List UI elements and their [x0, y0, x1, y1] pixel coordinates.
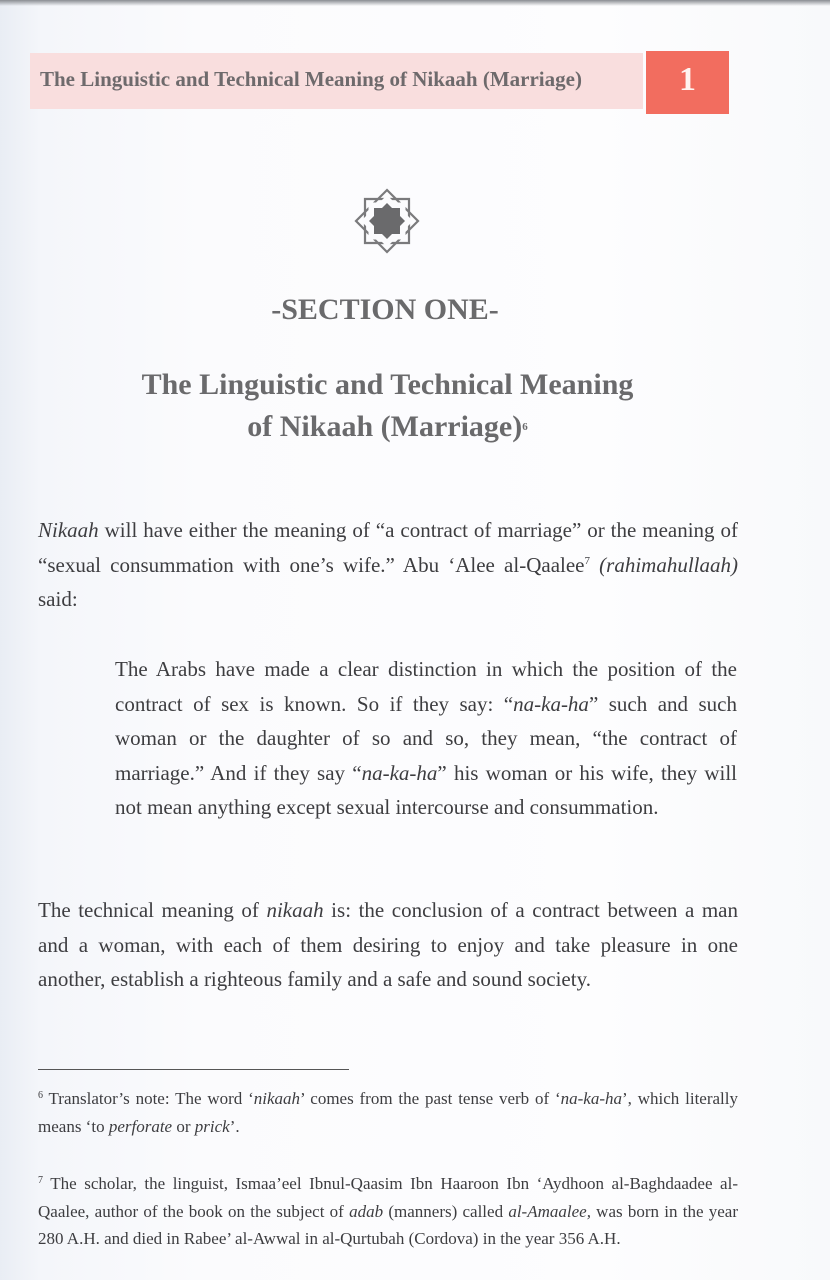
chapter-number-badge — [646, 51, 729, 114]
footnote-divider — [38, 1069, 349, 1070]
footnote-7: $^7$ The scholar, the linguist, Ismaa’eel Ibnul-Qaasim Ibn Haaroon Ibn ‘Aydhoon al-Baghdaadee al-Qaalee, author of the book on the subject of adab (manners) called al-Amaalee, was born in the year 280 A.H. and died in Rabee’ al-Awwal in al-Qurtubah (Cordova) in the year 356 A.H. — [38, 1174, 739, 1248]
section-title-line-2: of Nikaah (Marriage)$^6$ — [247, 410, 528, 443]
paragraph-definition: Nikaah will have either the meaning of “a contract of marriage” or the meaning of “sexual consummation with one’s wife.” Abu ‘Alee al-Qaalee$^7$ (rahimahullaah) said: — [38, 518, 739, 611]
footnote-6: $^6$ Translator’s note: The word ‘nikaah’ comes from the past tense verb of ‘na-ka-ha’, which literally means ‘to perforate or prick’. — [38, 1089, 738, 1136]
block-quote: The Arabs have made a clear distinction in which the position of the contract of sex is known. So if they say: “na-ka-ha” such and such woman or the daughter of so and so, they mean, “the contract of marriage.” And if they say “na-ka-ha” his woman or his wife, they will not mean anything except sexual intercourse and consummation. — [115, 657, 737, 819]
chapter-number: 1 — [679, 61, 696, 98]
section-title-line-1: The Linguistic and Technical Meaning — [141, 368, 634, 401]
footnote-ref-7[interactable]: 7 — [584, 554, 590, 567]
page-edge-shadow — [0, 0, 830, 6]
footnote-ref-6[interactable]: 6 — [522, 421, 528, 433]
running-header-title: The Linguistic and Technical Meaning of Nikaah (Marriage) — [40, 67, 582, 91]
section-label: -SECTION ONE- — [271, 293, 499, 326]
eight-point-star-icon — [354, 188, 420, 254]
running-header — [30, 53, 643, 109]
section-title — [0, 364, 775, 448]
paragraph-technical-meaning: The technical meaning of nikaah is: the conclusion of a contract between a man and a woman, with each of them desiring to enjoy and take pleasure in one another, establish a righteous family and a safe and sound society. — [38, 898, 738, 991]
